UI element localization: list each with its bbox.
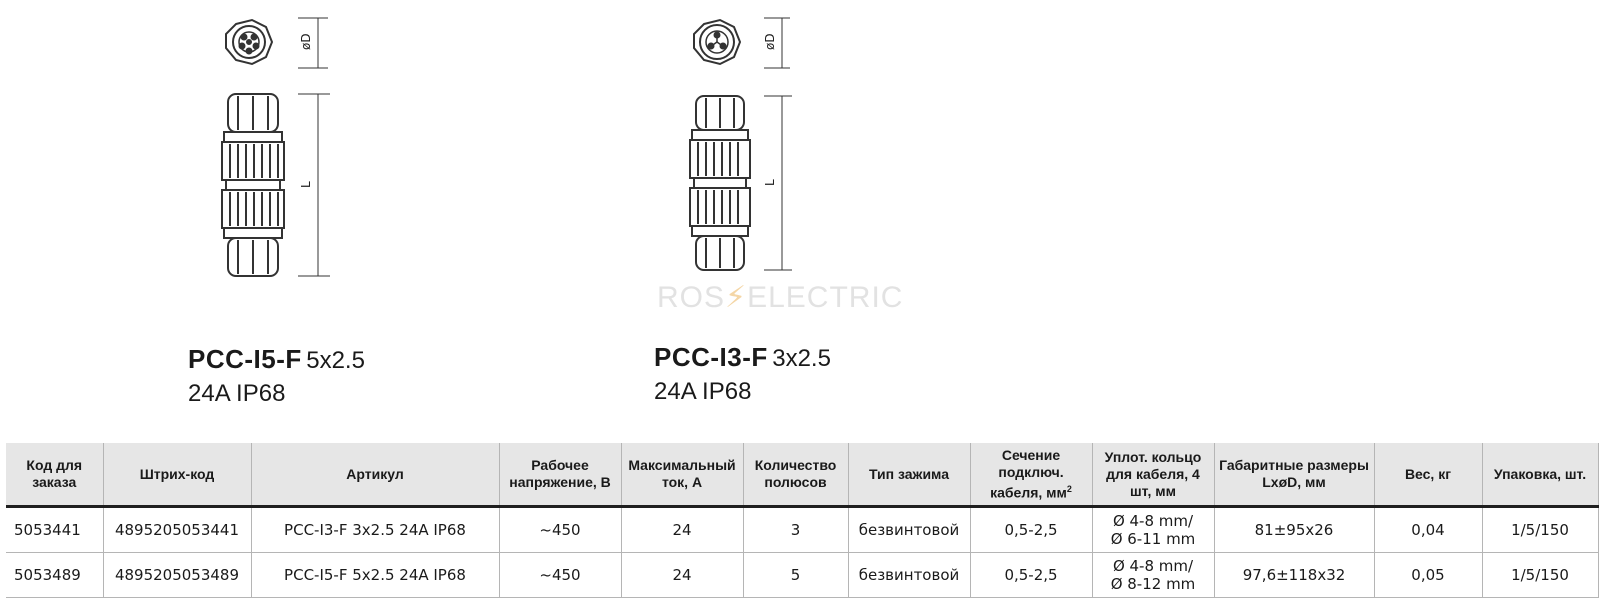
end-view-i3 xyxy=(694,20,740,64)
table-header: Максимальный ток, А xyxy=(621,443,743,507)
end-view-i5 xyxy=(226,20,272,64)
drawing-pcc-i3-f xyxy=(668,12,828,287)
model-name: PCC-I3-F xyxy=(654,342,768,372)
table-row xyxy=(6,553,1598,598)
watermark-left: ROS xyxy=(657,281,726,314)
table-header xyxy=(970,443,1092,507)
table-cell: 97,6±118x32 xyxy=(1214,553,1374,598)
watermark xyxy=(657,280,903,315)
connector-i5-svg xyxy=(200,10,360,285)
table-cell: 81±95x26 xyxy=(1214,507,1374,553)
table-cell: PCC-I5-F 5x2.5 24A IP68 xyxy=(251,553,499,598)
table-cell: 0,5-2,5 xyxy=(970,507,1092,553)
table-row xyxy=(6,507,1598,553)
model-spec: 5x2.5 xyxy=(306,347,365,374)
table-header: Код для заказа xyxy=(6,443,103,507)
model-rating: 24A IP68 xyxy=(654,378,752,405)
table-cell: 0,5-2,5 xyxy=(970,553,1092,598)
caption-pcc-i3-f xyxy=(654,342,831,407)
table-cell: 5053441 xyxy=(6,507,103,553)
table-header: Упаковка, шт. xyxy=(1482,443,1598,507)
table-header: Артикул xyxy=(251,443,499,507)
table-cell: ~450 xyxy=(499,507,621,553)
connector-i3-svg xyxy=(668,12,828,287)
body-view-i3 xyxy=(690,96,750,270)
table-header: Габаритные размеры LxøD, мм xyxy=(1214,443,1374,507)
superscript: 2 xyxy=(1066,483,1072,494)
dim-label-d-i5: øD xyxy=(299,33,313,50)
model-spec: 3x2.5 xyxy=(772,345,831,372)
table-cell: Ø 4-8 mm/ Ø 8-12 mm xyxy=(1092,553,1214,598)
dim-label-d-i3: øD xyxy=(763,33,777,50)
table-cell: 1/5/150 xyxy=(1482,553,1598,598)
watermark-bolt-icon: ⚡ xyxy=(725,281,748,314)
table-cell: 0,04 xyxy=(1374,507,1482,553)
caption-pcc-i5-f xyxy=(188,344,365,409)
table-cell: ~450 xyxy=(499,553,621,598)
table-cell: 4895205053441 xyxy=(103,507,251,553)
table-header: Вес, кг xyxy=(1374,443,1482,507)
table-cell: 3 xyxy=(743,507,848,553)
table-cell: безвинтовой xyxy=(848,507,970,553)
table-cell: 5 xyxy=(743,553,848,598)
table-cell: Ø 4-8 mm/ Ø 6-11 mm xyxy=(1092,507,1214,553)
table-header-text: Сечение подключ. кабеля, мм xyxy=(990,446,1067,501)
body-view-i5 xyxy=(222,94,284,276)
table-cell: 1/5/150 xyxy=(1482,507,1598,553)
table-header: Рабочее напряжение, В xyxy=(499,443,621,507)
table-header-row xyxy=(6,443,1598,507)
model-rating: 24A IP68 xyxy=(188,380,286,407)
table-cell: 24 xyxy=(621,553,743,598)
table-header: Количество полюсов xyxy=(743,443,848,507)
table-cell: 24 xyxy=(621,507,743,553)
table-cell: 0,05 xyxy=(1374,553,1482,598)
table-cell: 5053489 xyxy=(6,553,103,598)
table-cell: PCC-I3-F 3x2.5 24A IP68 xyxy=(251,507,499,553)
watermark-right: ELECTRIC xyxy=(747,281,904,314)
drawing-pcc-i5-f xyxy=(200,10,360,285)
table-header: Тип зажима xyxy=(848,443,970,507)
dim-label-l-i3: L xyxy=(763,179,777,186)
table-header: Уплот. кольцо для кабеля, 4 шт, мм xyxy=(1092,443,1214,507)
table-cell: 4895205053489 xyxy=(103,553,251,598)
dim-label-l-i5: L xyxy=(299,181,313,188)
model-name: PCC-I5-F xyxy=(188,344,302,374)
spec-table xyxy=(6,443,1599,598)
table-cell: безвинтовой xyxy=(848,553,970,598)
table-header: Штрих-код xyxy=(103,443,251,507)
